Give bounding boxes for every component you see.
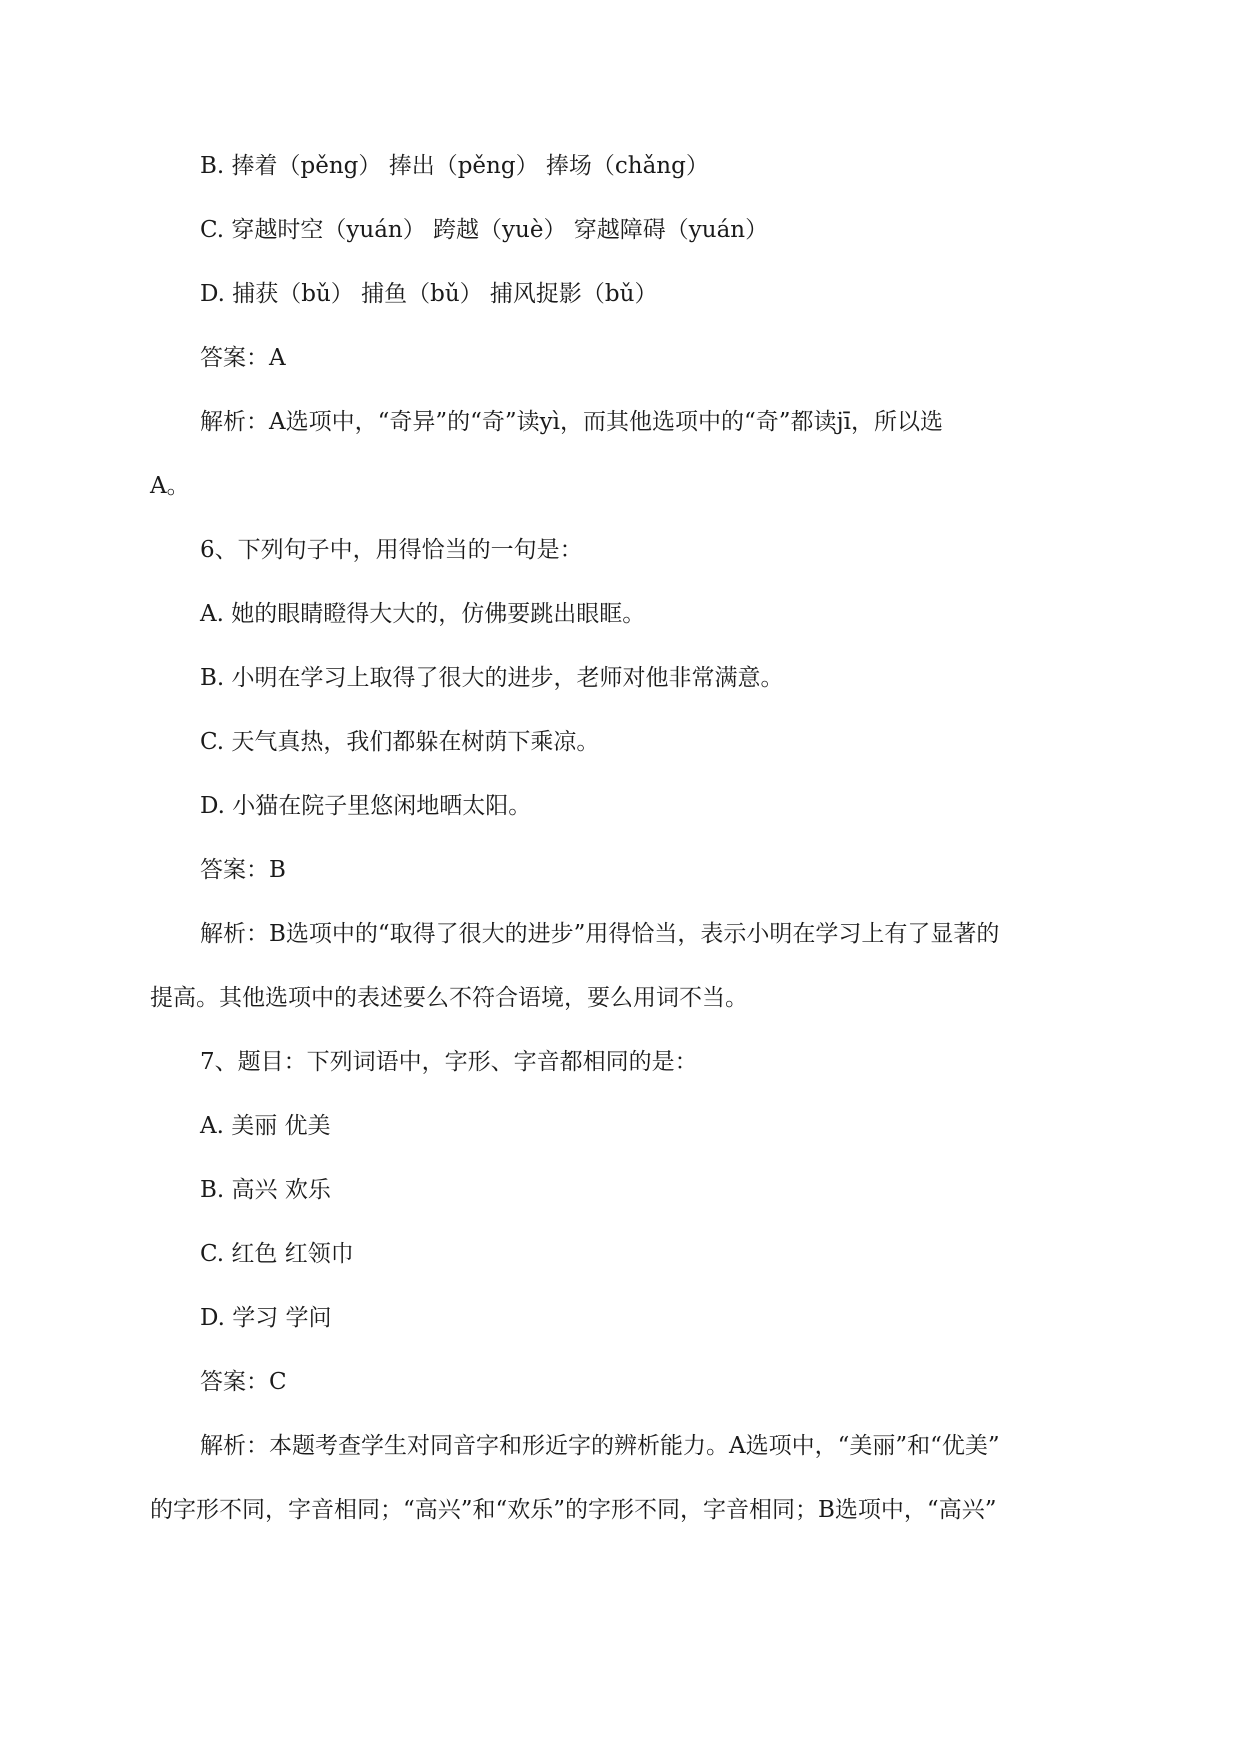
q6-explanation: 解析：B选项中的“取得了很大的进步”用得恰当，表示小明在学习上有了显著的 <box>200 921 1000 947</box>
question-6-title: 6、下列句子中，用得恰当的一句是： <box>200 537 583 563</box>
q7-option-b: B. 高兴 欢乐 <box>200 1177 331 1203</box>
q7-option-c: C. 红色 红领巾 <box>200 1241 354 1267</box>
option-d-line: D. 捕获（bǔ） 捕鱼（bǔ） 捕风捉影（bǔ） <box>200 281 658 307</box>
q7-explanation: 解析：本题考查学生对同音字和形近字的辨析能力。A选项中，“美丽”和“优美” <box>200 1433 1000 1459</box>
q7-answer: 答案：C <box>200 1369 287 1395</box>
option-c-line: C. 穿越时空（yuán） 跨越（yuè） 穿越障碍（yuán） <box>200 217 769 243</box>
answer-line: 答案：A <box>200 345 286 371</box>
question-7-title: 7、题目：下列词语中，字形、字音都相同的是： <box>200 1049 698 1075</box>
q7-option-d: D. 学习 学问 <box>200 1305 332 1331</box>
q6-answer: 答案：B <box>200 857 286 883</box>
q6-option-c: C. 天气真热，我们都躲在树荫下乘凉。 <box>200 729 600 755</box>
q7-explanation-continuation: 的字形不同，字音相同；“高兴”和“欢乐”的字形不同，字音相同；B选项中，“高兴” <box>150 1497 997 1523</box>
option-b-line: B. 捧着（pěng） 捧出（pěng） 捧场（chǎng） <box>200 153 709 179</box>
explanation-continuation: A。 <box>150 473 190 499</box>
q6-option-a: A. 她的眼睛瞪得大大的，仿佛要跳出眼眶。 <box>200 601 646 627</box>
q6-explanation-continuation: 提高。其他选项中的表述要么不符合语境，要么用词不当。 <box>150 985 748 1011</box>
q7-option-a: A. 美丽 优美 <box>200 1113 331 1139</box>
q6-option-b: B. 小明在学习上取得了很大的进步，老师对他非常满意。 <box>200 665 784 691</box>
q6-option-d: D. 小猫在院子里悠闲地晒太阳。 <box>200 793 532 819</box>
explanation-line: 解析：A选项中，“奇异”的“奇”读yì，而其他选项中的“奇”都读jī，所以选 <box>200 409 943 435</box>
